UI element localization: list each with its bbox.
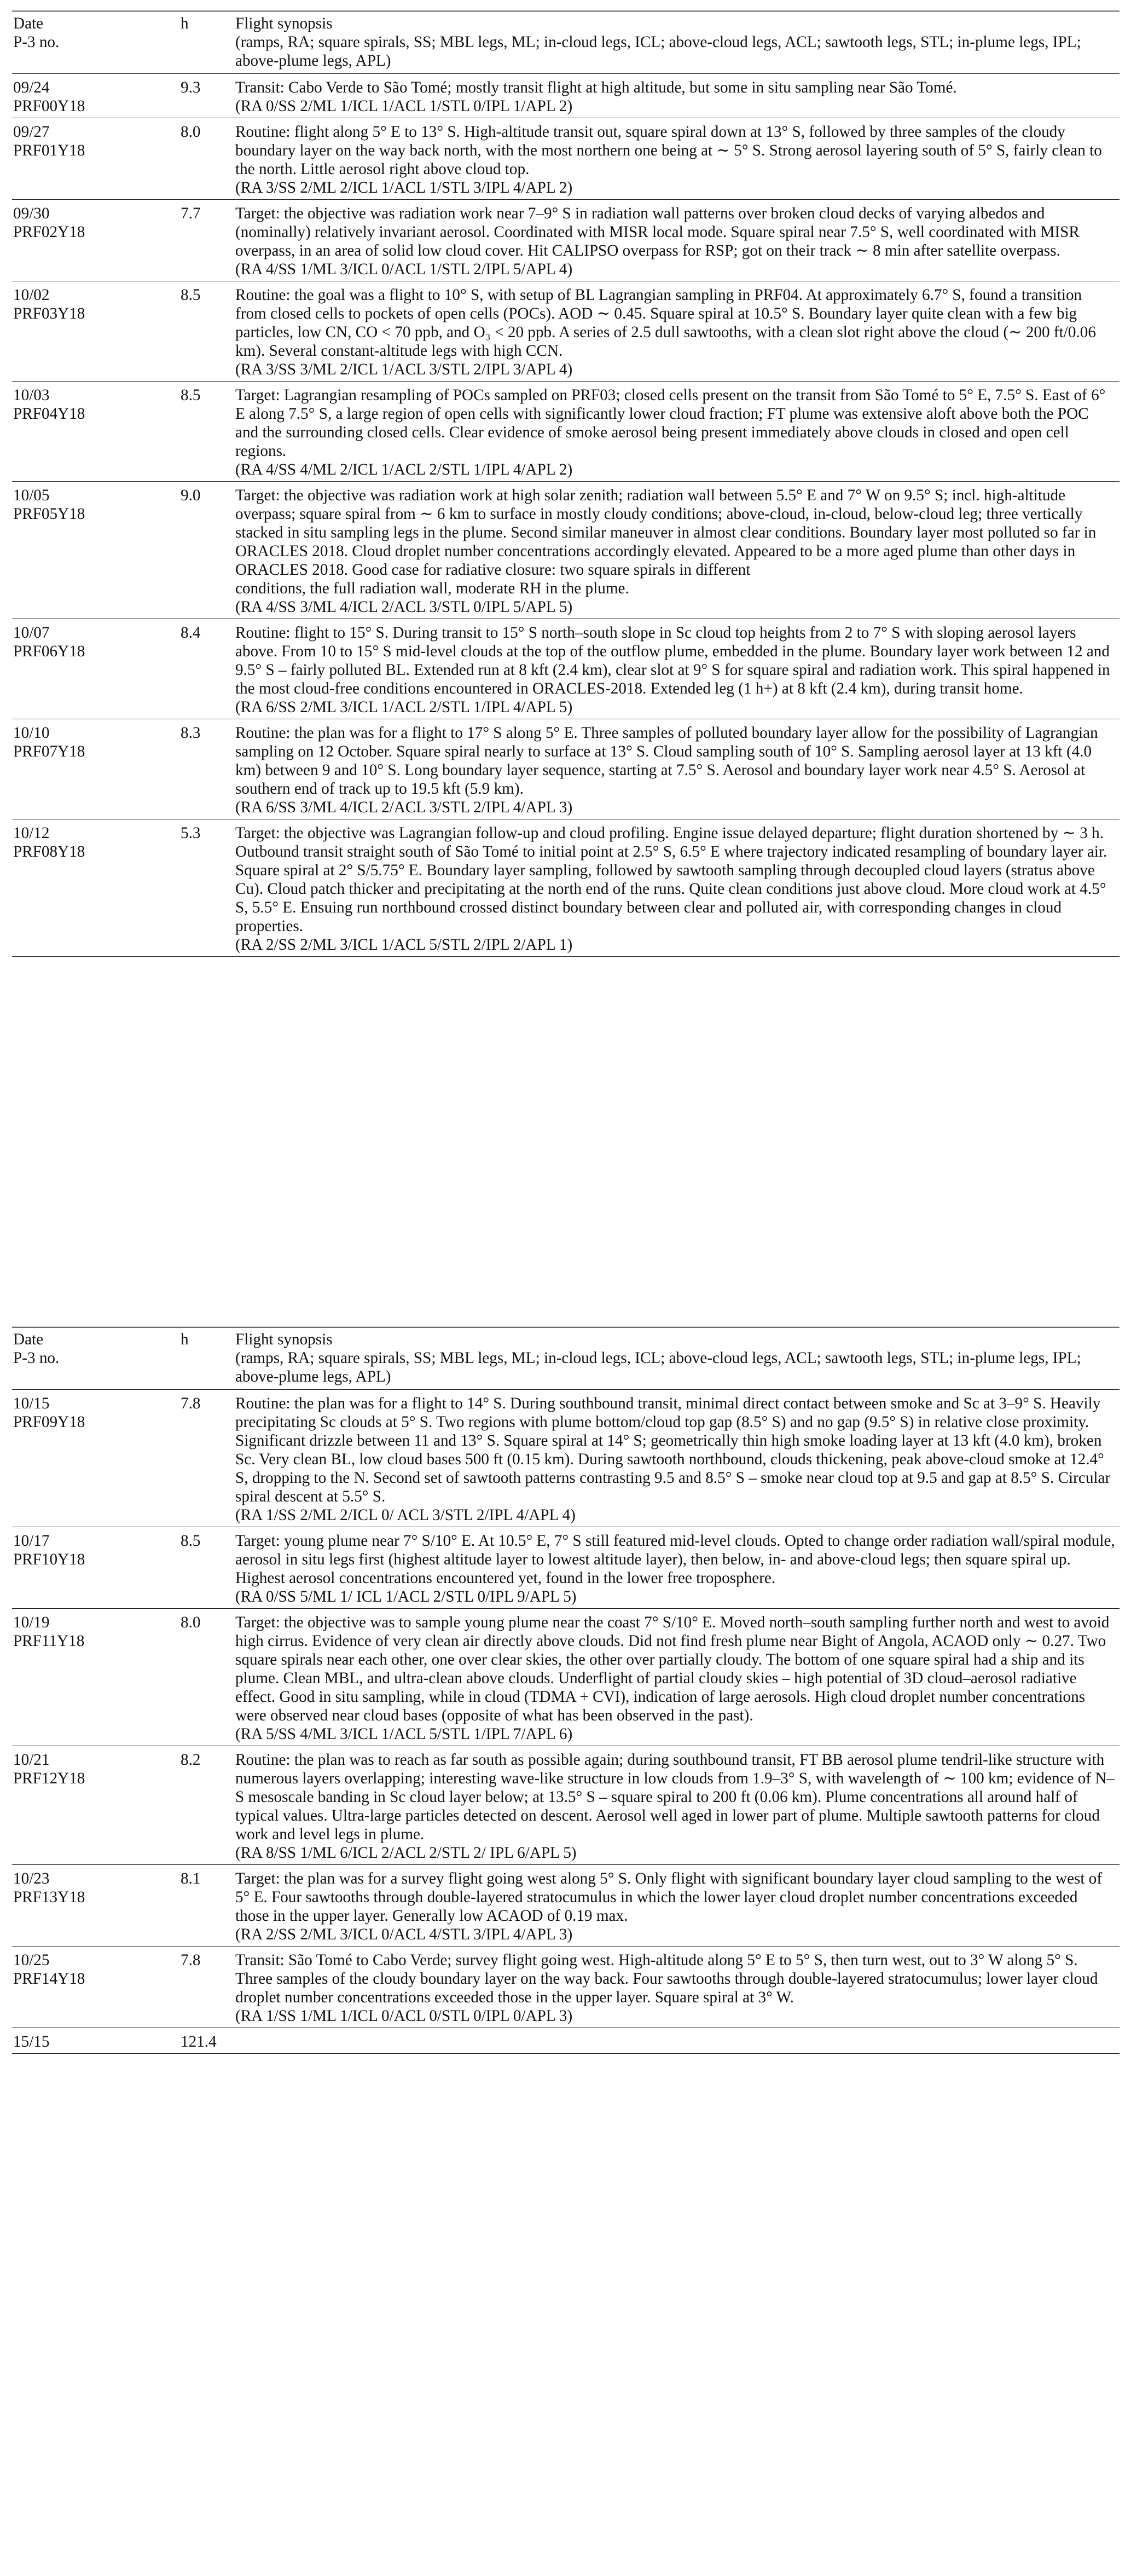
row-flight-id: PRF10Y18 <box>13 1551 85 1568</box>
row-flight-id: PRF11Y18 <box>13 1632 85 1650</box>
row-synopsis: Routine: flight to 15° S. During transit to 15° S north–south slope in Sc cloud top heights from 2 to 7° S with sloping aerosol layers above. From 10 to 15° S mid-level clouds at the top of the outflow plume, embedded in the plume. Boundary layer work between 12 and 9.5° S – fairly polluted BL. Extended run at 8 kft (2.4 km), clear slot at 9° S for square spiral and radiation work. This spiral happened in the most cloud-free conditions encountered in ORACLES-2018. Extended leg (1 h+) at 8 kft (2.4 km), during transit home. <box>235 624 1110 697</box>
row-synopsis: Target: the objective was to sample young plume near the coast 7° S/10° E. Moved north–south sampling further north and west to avoid high cirrus. Evidence of very clean air directly above clouds. Did not find fresh plume near Bight of Angola, ACAOD only ∼ 0.27. Two square spirals near each other, one over clear skies, the other over partially cloudy. The bottom of one square spiral had a ship and its plume. Clean MBL, and ultra-clean above clouds. Underflight of partial cloudy skies – high potential of 3D cloud–aerosol radiative effect. Good in situ sampling, while in cloud (TDMA + CVI), indication of large aerosols. High cloud droplet number concentrations were observed near cloud bases (opposite of what has been observed in the past). <box>235 1614 1110 1724</box>
header-date: Date <box>13 1331 44 1348</box>
row-synopsis: Routine: flight along 5° E to 13° S. High-altitude transit out, square spiral down at 13° S, followed by three samples of the cloudy boundary layer on the way back north, with the most northern one being at ∼ 5° S. Strong aerosol layering south of 5° S, fairly clean to the north. Little aerosol right above cloud top. <box>235 123 1102 178</box>
row-hours: 8.5 <box>176 382 231 482</box>
table-row <box>12 1947 1120 2028</box>
row-leg-codes: (RA 5/SS 4/ML 3/ICL 1/ACL 5/STL 1/IPL 7/APL 6) <box>235 1725 573 1743</box>
row-flight-id: PRF04Y18 <box>13 405 85 423</box>
row-date: 09/24 <box>13 79 50 96</box>
row-leg-codes: (RA 1/SS 1/ML 1/ICL 0/ACL 0/STL 0/IPL 0/APL 3) <box>235 2007 573 2025</box>
row-leg-codes: (RA 2/SS 2/ML 3/ICL 0/ACL 4/STL 3/IPL 4/APL 3) <box>235 1926 573 1943</box>
row-flight-id: PRF13Y18 <box>13 1888 85 1906</box>
total-count: 15/15 <box>12 2028 176 2054</box>
row-synopsis: Transit: São Tomé to Cabo Verde; survey flight going west. High-altitude along 5° E to 5° S, then turn west, out to 3° W along 5° S. Three samples of the cloudy boundary layer on the way back. Four sawtooths through double-layered stratocumulus; lower layer cloud droplet number concentrations exceeded those in the upper layer. Square spiral at 3° W. <box>235 1951 1098 2006</box>
row-hours: 8.4 <box>176 619 231 719</box>
table-row <box>12 382 1120 482</box>
header-date: Date <box>13 15 44 32</box>
row-synopsis: Target: the objective was radiation work at high solar zenith; radiation wall between 5.5° E and 7° W on 9.5° S; incl. high-altitude overpass; square spiral from ∼ 6 km to surface in mostly cloudy conditions; above-cloud, in-cloud, below-cloud leg; three vertically stacked in situ sampling legs in the plume. Second similar maneuver in almost clear conditions. Boundary layer most polluted so far in ORACLES 2018. Cloud droplet number concentrations accordingly elevated. Appeared to be a more aged plume than other days in ORACLES 2018. Good case for radiative closure: two square spirals in different <box>235 487 1097 579</box>
row-leg-codes: (RA 3/SS 2/ML 2/ICL 1/ACL 1/STL 3/IPL 4/APL 2) <box>235 179 573 197</box>
row-hours: 5.3 <box>176 819 231 957</box>
row-flight-id: PRF07Y18 <box>13 743 85 760</box>
row-leg-codes: (RA 6/SS 3/ML 4/ICL 2/ACL 3/STL 2/IPL 4/APL 3) <box>235 799 573 816</box>
header-synopsis: Flight synopsis <box>235 1331 333 1348</box>
row-date: 10/23 <box>13 1870 50 1887</box>
row-hours: 8.5 <box>176 281 231 382</box>
row-date: 10/25 <box>13 1951 50 1969</box>
header-hours: h <box>181 15 189 32</box>
row-flight-id: PRF14Y18 <box>13 1970 85 1988</box>
header-legend: (ramps, RA; square spirals, SS; MBL legs, ML; in-cloud legs, ICL; above-cloud legs, ACL; sawtooth legs, STL; in-plume legs, IPL; above-plume legs, APL) <box>235 33 1081 70</box>
row-hours: 7.7 <box>176 200 231 281</box>
table-row <box>12 1609 1120 1746</box>
row-date: 09/30 <box>13 205 50 222</box>
header-p3: P-3 no. <box>13 1349 60 1367</box>
row-flight-id: PRF09Y18 <box>13 1413 85 1431</box>
row-synopsis: Target: the objective was radiation work near 7–9° S in radiation wall patterns over broken cloud decks of varying albedos and (nominally) relatively invariant aerosol. Coordinated with MISR local mode. Square spiral near 7.5° S, well coordinated with MISR overpass, in an area of solid low cloud cover. Hit CALIPSO overpass for RSP; got on their track ∼ 8 min after satellite overpass. <box>235 205 1080 259</box>
row-synopsis: Routine: the plan was for a flight to 14° S. During southbound transit, minimal direct contact between smoke and Sc at 3–9° S. Heavily precipitating Sc clouds at 5° S. Two regions with plume bottom/cloud top gap (8.5° S) and no gap (9.5° S) in relative close proximity. Significant drizzle between 11 and 13° S. Square spiral at 14° S; geometrically thin high smoke loading layer at 13 kft (4.0 km), broken Sc. Very clean BL, low cloud bases 500 ft (0.15 km). During sawtooth northbound, clouds thickening, peak above-cloud smoke at 12.4° S, dropping to the N. Second set of sawtooth patterns contrasting 9.5 and 8.5° S – smoke near cloud top at 9.5 and gap at 8.5° S. Circular spiral descent at 5.5° S. <box>235 1395 1111 1505</box>
row-leg-codes: (RA 0/SS 2/ML 1/ICL 1/ACL 1/STL 0/IPL 1/APL 2) <box>235 97 573 115</box>
row-synopsis: Routine: the goal was a flight to 10° S, with setup of BL Lagrangian sampling in PRF04. At approximately 6.7° S, found a transition from closed cells to pockets of open cells (POCs). AOD ∼ 0.45. Square spiral at 10.5° S. Boundary layer quite clean with a few big particles, low CN, CO < 70 ppb, and O₃ < 20 ppb. A series of 2.5 dull sawtooths, with a clean slot right above the cloud (∼ 200 ft/0.06 km). Several constant-altitude legs with high CCN. <box>235 286 1096 360</box>
row-date: 10/02 <box>13 286 50 304</box>
row-date: 10/03 <box>13 386 50 404</box>
table-row <box>12 482 1120 619</box>
row-synopsis-continued: conditions, the full radiation wall, moderate RH in the plume. <box>235 580 629 597</box>
flight-table-part-1 <box>12 10 1120 957</box>
table-row <box>12 200 1120 281</box>
row-hours: 9.0 <box>176 482 231 619</box>
header-hours: h <box>181 1331 189 1348</box>
table-header-row <box>12 11 1120 74</box>
row-hours: 8.2 <box>176 1746 231 1865</box>
row-synopsis: Target: young plume near 7° S/10° E. At 10.5° E, 7° S still featured mid-level clouds. Opted to change order radiation wall/spiral module, aerosol in situ legs first (highest altitude layer to lowest altitude layer), then below, in- and above-cloud legs; then square spiral up. Highest aerosol concentrations encountered yet, found in the lower free troposphere. <box>235 1532 1115 1587</box>
row-date: 10/05 <box>13 487 50 504</box>
row-hours: 7.8 <box>176 1390 231 1527</box>
row-flight-id: PRF03Y18 <box>13 305 85 322</box>
table-row <box>12 819 1120 957</box>
table-row <box>12 619 1120 719</box>
row-flight-id: PRF02Y18 <box>13 223 85 241</box>
table-row <box>12 719 1120 819</box>
row-date: 10/19 <box>13 1614 50 1631</box>
row-flight-id: PRF08Y18 <box>13 843 85 860</box>
header-legend: (ramps, RA; square spirals, SS; MBL legs, ML; in-cloud legs, ICL; above-cloud legs, ACL; sawtooth legs, STL; in-plume legs, IPL; above-plume legs, APL) <box>235 1349 1081 1385</box>
row-synopsis: Transit: Cabo Verde to São Tomé; mostly transit flight at high altitude, but some in situ sampling near São Tomé. <box>235 79 957 96</box>
row-leg-codes: (RA 3/SS 3/ML 2/ICL 1/ACL 3/STL 2/IPL 3/APL 4) <box>235 361 573 378</box>
row-synopsis: Routine: the plan was for a flight to 17° S along 5° E. Three samples of polluted boundary layer allow for the possibility of Lagrangian sampling on 12 October. Square spiral nearly to surface at 13° S. Cloud sampling south of 10° S. Sampling aerosol layer at 13 kft (4.0 km) between 9 and 10° S. Long boundary layer sequence, starting at 7.5° S. Aerosol and boundary layer work near 4.5° S. Aerosol at southern end of track up to 19.5 kft (5.9 km). <box>235 724 1098 798</box>
row-leg-codes: (RA 4/SS 1/ML 3/ICL 0/ACL 1/STL 2/IPL 5/APL 4) <box>235 261 573 278</box>
row-date: 10/21 <box>13 1751 50 1769</box>
header-p3: P-3 no. <box>13 33 60 51</box>
table-header-row <box>12 1327 1120 1390</box>
row-leg-codes: (RA 8/SS 1/ML 6/ICL 2/ACL 2/STL 2/ IPL 6/APL 5) <box>235 1844 577 1862</box>
table-row <box>12 1865 1120 1947</box>
row-leg-codes: (RA 2/SS 2/ML 3/ICL 1/ACL 5/STL 2/IPL 2/APL 1) <box>235 936 573 954</box>
row-hours: 8.0 <box>176 118 231 200</box>
row-flight-id: PRF12Y18 <box>13 1770 85 1787</box>
table-total-row <box>12 2028 1120 2054</box>
table-row <box>12 118 1120 200</box>
row-date: 10/07 <box>13 624 50 642</box>
row-date: 10/17 <box>13 1532 50 1550</box>
row-date: 10/15 <box>13 1395 50 1412</box>
table-row <box>12 74 1120 118</box>
row-synopsis: Target: the plan was for a survey flight going west along 5° S. Only flight with significant boundary layer cloud sampling to the west of 5° E. Four sawtooths through double-layered stratocumulus in which the lower layer cloud droplet number concentrations exceeded those in the upper layer. Generally low ACAOD of 0.19 max. <box>235 1870 1103 1925</box>
table-row <box>12 281 1120 382</box>
row-synopsis: Target: Lagrangian resampling of POCs sampled on PRF03; closed cells present on the transit from São Tomé to 5° E, 7.5° S. East of 6° E along 7.5° S, a large region of open cells with significantly lower cloud fraction; FT plume was extensive aloft above both the POC and the surrounding closed cells. Clear evidence of smoke aerosol being present immediately above clouds in closed and open cell regions. <box>235 386 1106 460</box>
row-synopsis: Target: the objective was Lagrangian follow-up and cloud profiling. Engine issue delayed departure; flight duration shortened by ∼ 3 h. Outbound transit straight south of São Tomé to initial point at 2.5° S, 6.5° E where trajectory indicated resampling of boundary layer air. Square spiral at 2° S/5.75° E. Boundary layer sampling, followed by sawtooth sampling through decoupled cloud layers (stratus above Cu). Cloud patch thicker and precipitating at the north end of the runs. Quite clean conditions just above cloud. More cloud work at 4.5° S, 5.5° E. Ensuing run northbound crossed distinct boundary between clear and polluted air, with corresponding changes in cloud properties. <box>235 824 1107 935</box>
row-date: 09/27 <box>13 123 50 141</box>
row-leg-codes: (RA 4/SS 4/ML 2/ICL 1/ACL 2/STL 1/IPL 4/APL 2) <box>235 461 573 478</box>
row-leg-codes: (RA 0/SS 5/ML 1/ ICL 1/ACL 2/STL 0/IPL 9/APL 5) <box>235 1588 577 1605</box>
table-row <box>12 1746 1120 1865</box>
row-synopsis: Routine: the plan was to reach as far south as possible again; during southbound transit, FT BB aerosol plume tendril-like structure with numerous layers overlapping; interesting wave-like structure in low clouds from 1.9–3° S, with wavelength of ∼ 100 km; evidence of N–S mesoscale banding in Sc cloud layer below; at 13.5° S – square spiral to 200 ft (0.06 km). Plume concentrations all around half of typical values. Ultra-large particles detected on descent. Aerosol well aged in lower part of plume. Multiple sawtooth patterns for cloud work and level legs in plume. <box>235 1751 1115 1843</box>
row-hours: 8.1 <box>176 1865 231 1947</box>
flight-table-part-2 <box>12 1326 1120 2054</box>
row-flight-id: PRF05Y18 <box>13 505 85 523</box>
row-hours: 8.0 <box>176 1609 231 1746</box>
row-date: 10/10 <box>13 724 50 742</box>
row-hours: 8.3 <box>176 719 231 819</box>
row-flight-id: PRF06Y18 <box>13 643 85 660</box>
row-flight-id: PRF01Y18 <box>13 142 85 159</box>
header-synopsis: Flight synopsis <box>235 15 333 32</box>
row-leg-codes: (RA 6/SS 2/ML 3/ICL 1/ACL 2/STL 1/IPL 4/APL 5) <box>235 698 573 716</box>
table-row <box>12 1527 1120 1609</box>
row-leg-codes: (RA 1/SS 2/ML 2/ICL 0/ ACL 3/STL 2/IPL 4/APL 4) <box>235 1506 576 1524</box>
total-hours: 121.4 <box>176 2028 231 2054</box>
row-leg-codes: (RA 4/SS 3/ML 4/ICL 2/ACL 3/STL 0/IPL 5/APL 5) <box>235 598 573 616</box>
row-hours: 8.5 <box>176 1527 231 1609</box>
row-flight-id: PRF00Y18 <box>13 97 85 115</box>
table-row <box>12 1390 1120 1527</box>
row-hours: 9.3 <box>176 74 231 118</box>
row-date: 10/12 <box>13 824 50 842</box>
row-hours: 7.8 <box>176 1947 231 2028</box>
